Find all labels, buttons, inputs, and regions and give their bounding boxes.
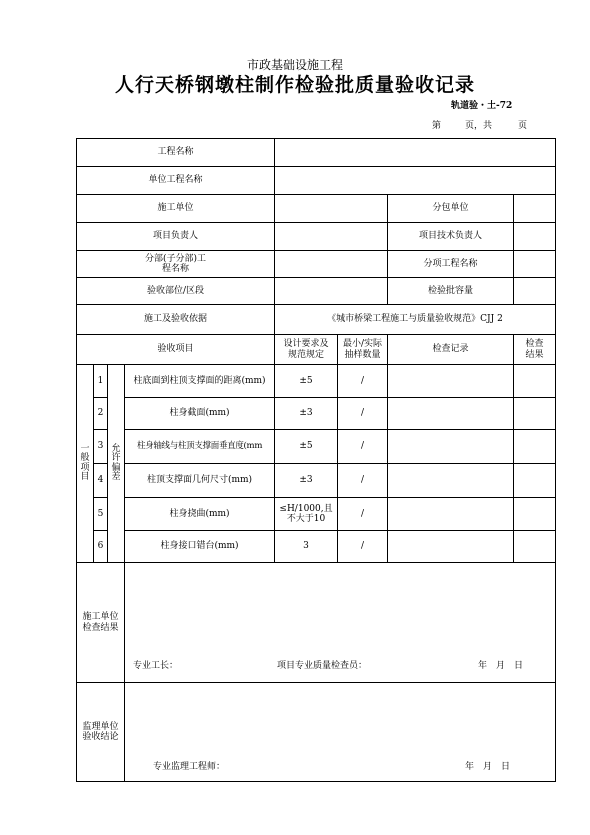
row-sample: /	[338, 430, 388, 464]
table-row	[77, 365, 556, 398]
row-no: 6	[94, 531, 108, 563]
engineer-label: 专业监理工程师：	[153, 762, 226, 772]
tech-manager-value[interactable]	[514, 223, 556, 251]
row-sample: /	[338, 464, 388, 498]
row-name: 柱身挠曲(mm)	[125, 498, 275, 531]
basis-label: 施工及验收依据	[77, 305, 275, 335]
row-record[interactable]	[388, 531, 514, 563]
batch-capacity-label: 检验批容量	[388, 278, 514, 305]
table-row	[77, 464, 556, 498]
supervision-check-label: 监理单位 验收结论	[77, 683, 125, 782]
row-result[interactable]	[514, 531, 556, 563]
construction-check-area[interactable]	[125, 563, 556, 683]
construction-unit-value[interactable]	[275, 195, 388, 223]
row-record[interactable]	[388, 398, 514, 430]
construction-date-label: 年 月 日	[478, 661, 524, 671]
sub-item-name-value[interactable]	[514, 251, 556, 278]
row-sample: /	[338, 498, 388, 531]
subcontract-unit-label: 分包单位	[388, 195, 514, 223]
row-sample: /	[338, 398, 388, 430]
project-manager-value[interactable]	[275, 223, 388, 251]
table-row	[77, 430, 556, 464]
row-spec: ±5	[275, 365, 338, 398]
row-record[interactable]	[388, 498, 514, 531]
unit-project-name-value[interactable]	[275, 167, 556, 195]
row-spec: ±3	[275, 398, 338, 430]
batch-capacity-value[interactable]	[514, 278, 556, 305]
sub-project-name-label: 分部(子分部)工程名称	[77, 251, 275, 278]
row-name: 柱身截面(mm)	[125, 398, 275, 430]
column-header-item: 验收项目	[77, 335, 275, 365]
project-name-value[interactable]	[275, 139, 556, 167]
project-name-label: 工程名称	[77, 139, 275, 167]
row-result[interactable]	[514, 498, 556, 531]
row-no: 2	[94, 398, 108, 430]
subcontract-unit-value[interactable]	[514, 195, 556, 223]
row-record[interactable]	[388, 430, 514, 464]
page-title: 人行天桥钢墩柱制作检验批质量验收记录	[114, 74, 475, 96]
sub-project-name-value[interactable]	[275, 251, 388, 278]
row-result[interactable]	[514, 365, 556, 398]
project-manager-label: 项目负责人	[77, 223, 275, 251]
row-name: 柱底面到柱顶支撑面的距离(mm)	[125, 365, 275, 398]
row-name: 柱身轴线与柱顶支撑面垂直度(mm	[125, 430, 275, 464]
inspection-part-label: 验收部位/区段	[77, 278, 275, 305]
unit-project-name-label: 单位工程名称	[77, 167, 275, 195]
table-row	[77, 531, 556, 563]
row-sample: /	[338, 531, 388, 563]
basis-value: 《城市桥梁工程施工与质量验收规范》CJJ 2	[275, 305, 556, 335]
row-name: 柱顶支撑面几何尺寸(mm)	[125, 464, 275, 498]
row-record[interactable]	[388, 464, 514, 498]
supertitle: 市政基础设施工程	[246, 58, 343, 72]
construction-unit-label: 施工单位	[77, 195, 275, 223]
row-result[interactable]	[514, 464, 556, 498]
row-no: 5	[94, 498, 108, 531]
page-label-ye2: 页	[518, 121, 528, 131]
table-row	[77, 498, 556, 531]
foreman-label: 专业工长：	[133, 661, 179, 671]
inspection-record-table	[76, 138, 556, 782]
group-general: 一 般 项 目	[77, 365, 94, 563]
row-spec: 3	[275, 531, 338, 563]
row-result[interactable]	[514, 430, 556, 464]
inspection-part-value[interactable]	[275, 278, 388, 305]
table-row	[77, 398, 556, 430]
form-code: 轨道验・土-72	[451, 101, 513, 111]
supervision-date-label: 年 月 日	[465, 762, 511, 772]
row-spec: ±5	[275, 430, 338, 464]
page-label-di: 第	[432, 121, 442, 131]
construction-check-label: 施工单位 检查结果	[77, 563, 125, 683]
sub-item-name-label: 分项工程名称	[388, 251, 514, 278]
row-record[interactable]	[388, 365, 514, 398]
row-no: 1	[94, 365, 108, 398]
row-result[interactable]	[514, 398, 556, 430]
group-allow: 允 许 偏 差	[108, 365, 125, 563]
inspector-label: 项目专业质量检查员：	[277, 661, 368, 671]
column-header-result: 检查结果	[514, 335, 556, 365]
page-label-ye: 页，共	[465, 121, 493, 131]
row-name: 柱身接口错台(mm)	[125, 531, 275, 563]
supervision-check-area[interactable]	[125, 683, 556, 782]
tech-manager-label: 项目技术负责人	[388, 223, 514, 251]
column-header-record: 检查记录	[388, 335, 514, 365]
column-header-sample: 最小/实际抽样数量	[338, 335, 388, 365]
row-spec: ≤H/1000,且不大于10	[275, 498, 338, 531]
row-no: 3	[94, 430, 108, 464]
column-header-design: 设计要求及规范规定	[275, 335, 338, 365]
row-spec: ±3	[275, 464, 338, 498]
row-sample: /	[338, 365, 388, 398]
row-no: 4	[94, 464, 108, 498]
